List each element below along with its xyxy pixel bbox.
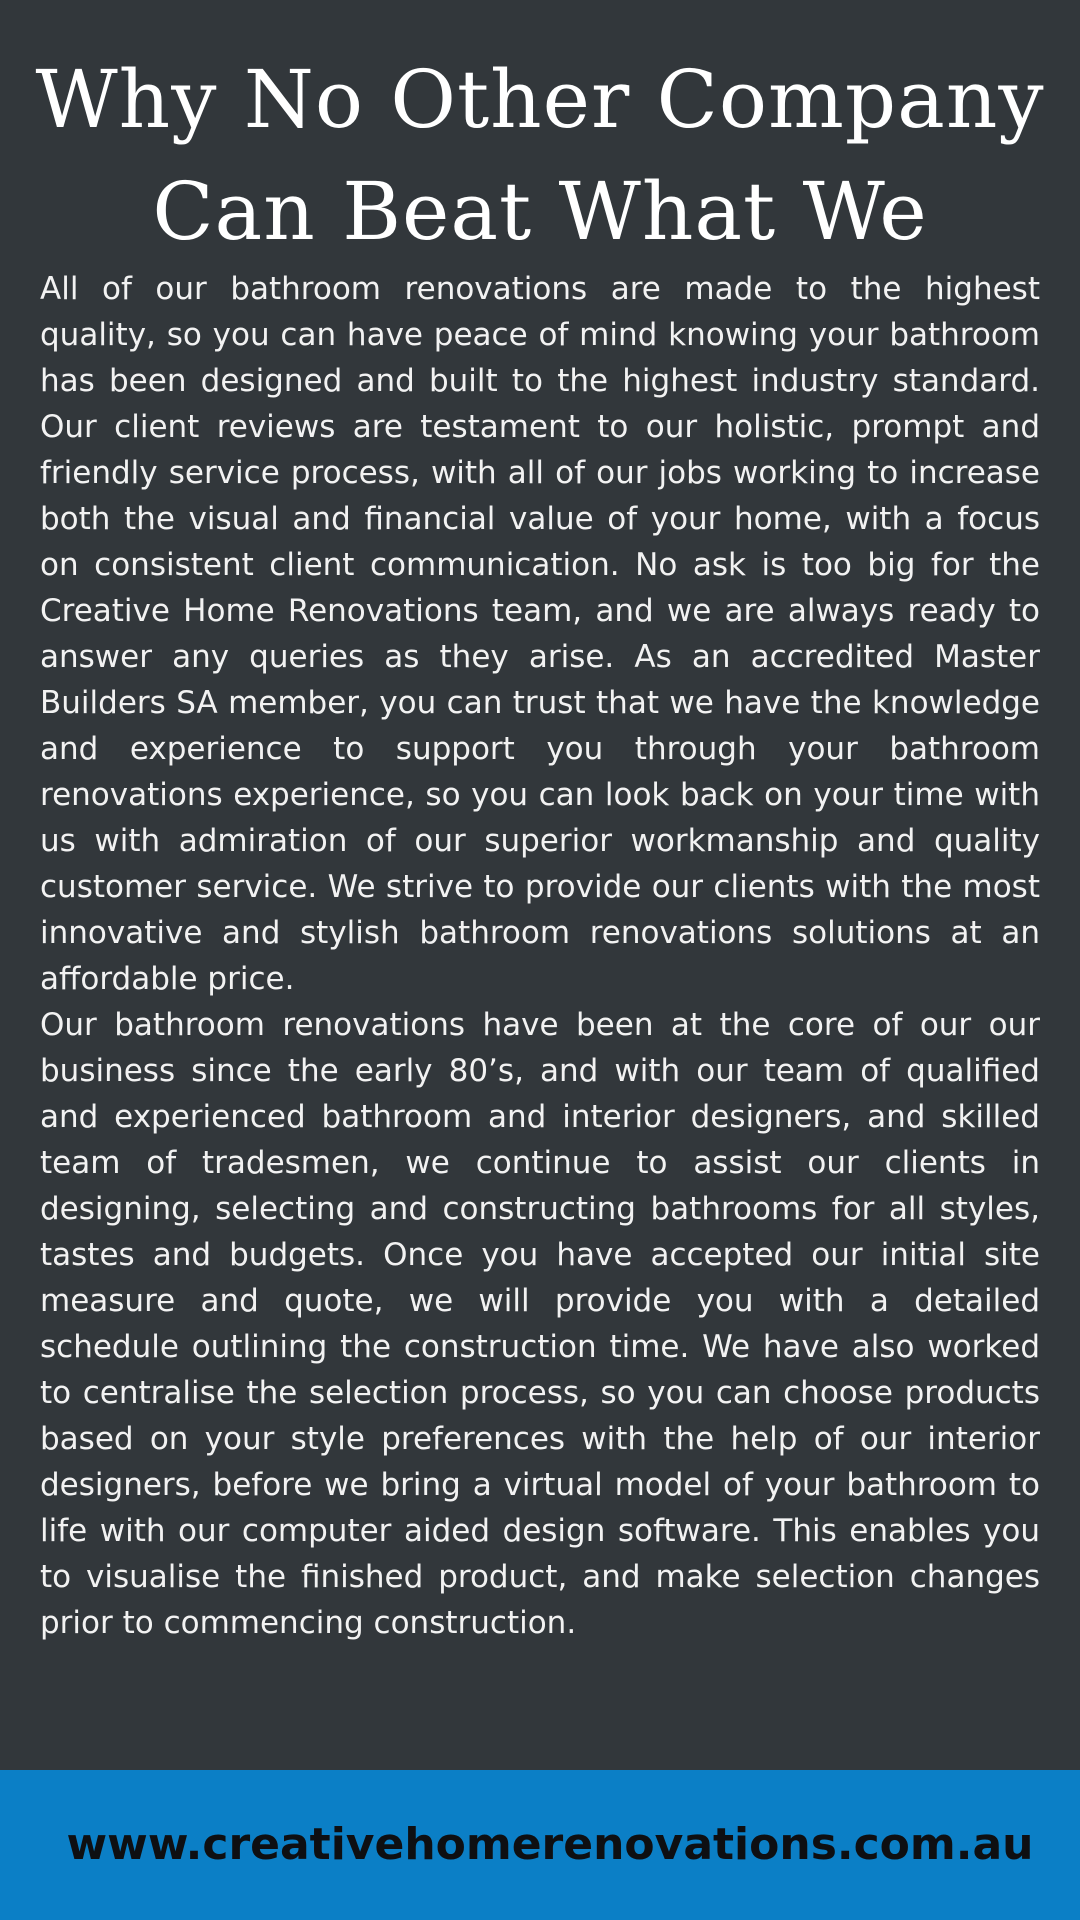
paragraph-history: Our bathroom renovations have been at the core of our our business since the early 80’s, and with our team of qualified and experienced bathroom and interior designers, and skilled team of tradesmen, we continue to assist our clients in designing, selecting and constructing bathrooms for all styles, tastes and budgets. Once you have accepted our initial site measure and quote, we will provide you with a detailed schedule outlining the construction time. We have also worked to centralise the selection process, so you can choose products based on your style preferences with the help of our interior designers, before we bring a virtual model of your bathroom to life with our computer aided design software. This enables you to visualise the finished product, and make selection changes prior to commencing construction. — [40, 1007, 1040, 1641]
website-link[interactable]: www.creativehomerenovations.com.au — [66, 1819, 1034, 1870]
footer-band — [0, 1770, 1080, 1920]
page-title: Why No Other Company Can Beat What We — [35, 53, 1045, 258]
paragraph-quality: All of our bathroom renovations are made to the highest quality, so you can have peace of mind knowing your bathroom has been designed and built to the highest industry standard. Our client reviews are testament to our holistic, prompt and friendly service process, with all of our jobs working to increase both the visual and financial value of your home, with a focus on consistent client communication. No ask is too big for the Creative Home Renovations team, and we are always ready to answer any queries as they arise. As an accredited Master Builders SA member, you can trust that we have the knowledge and experience to support you through your bathroom renovations experience, so you can look back on your time with us with admiration of our superior workmanship and quality customer service. We strive to provide our clients with the most innovative and stylish bathroom renovations solutions at an affordable price. — [40, 271, 1040, 997]
body-text — [40, 266, 1040, 1646]
